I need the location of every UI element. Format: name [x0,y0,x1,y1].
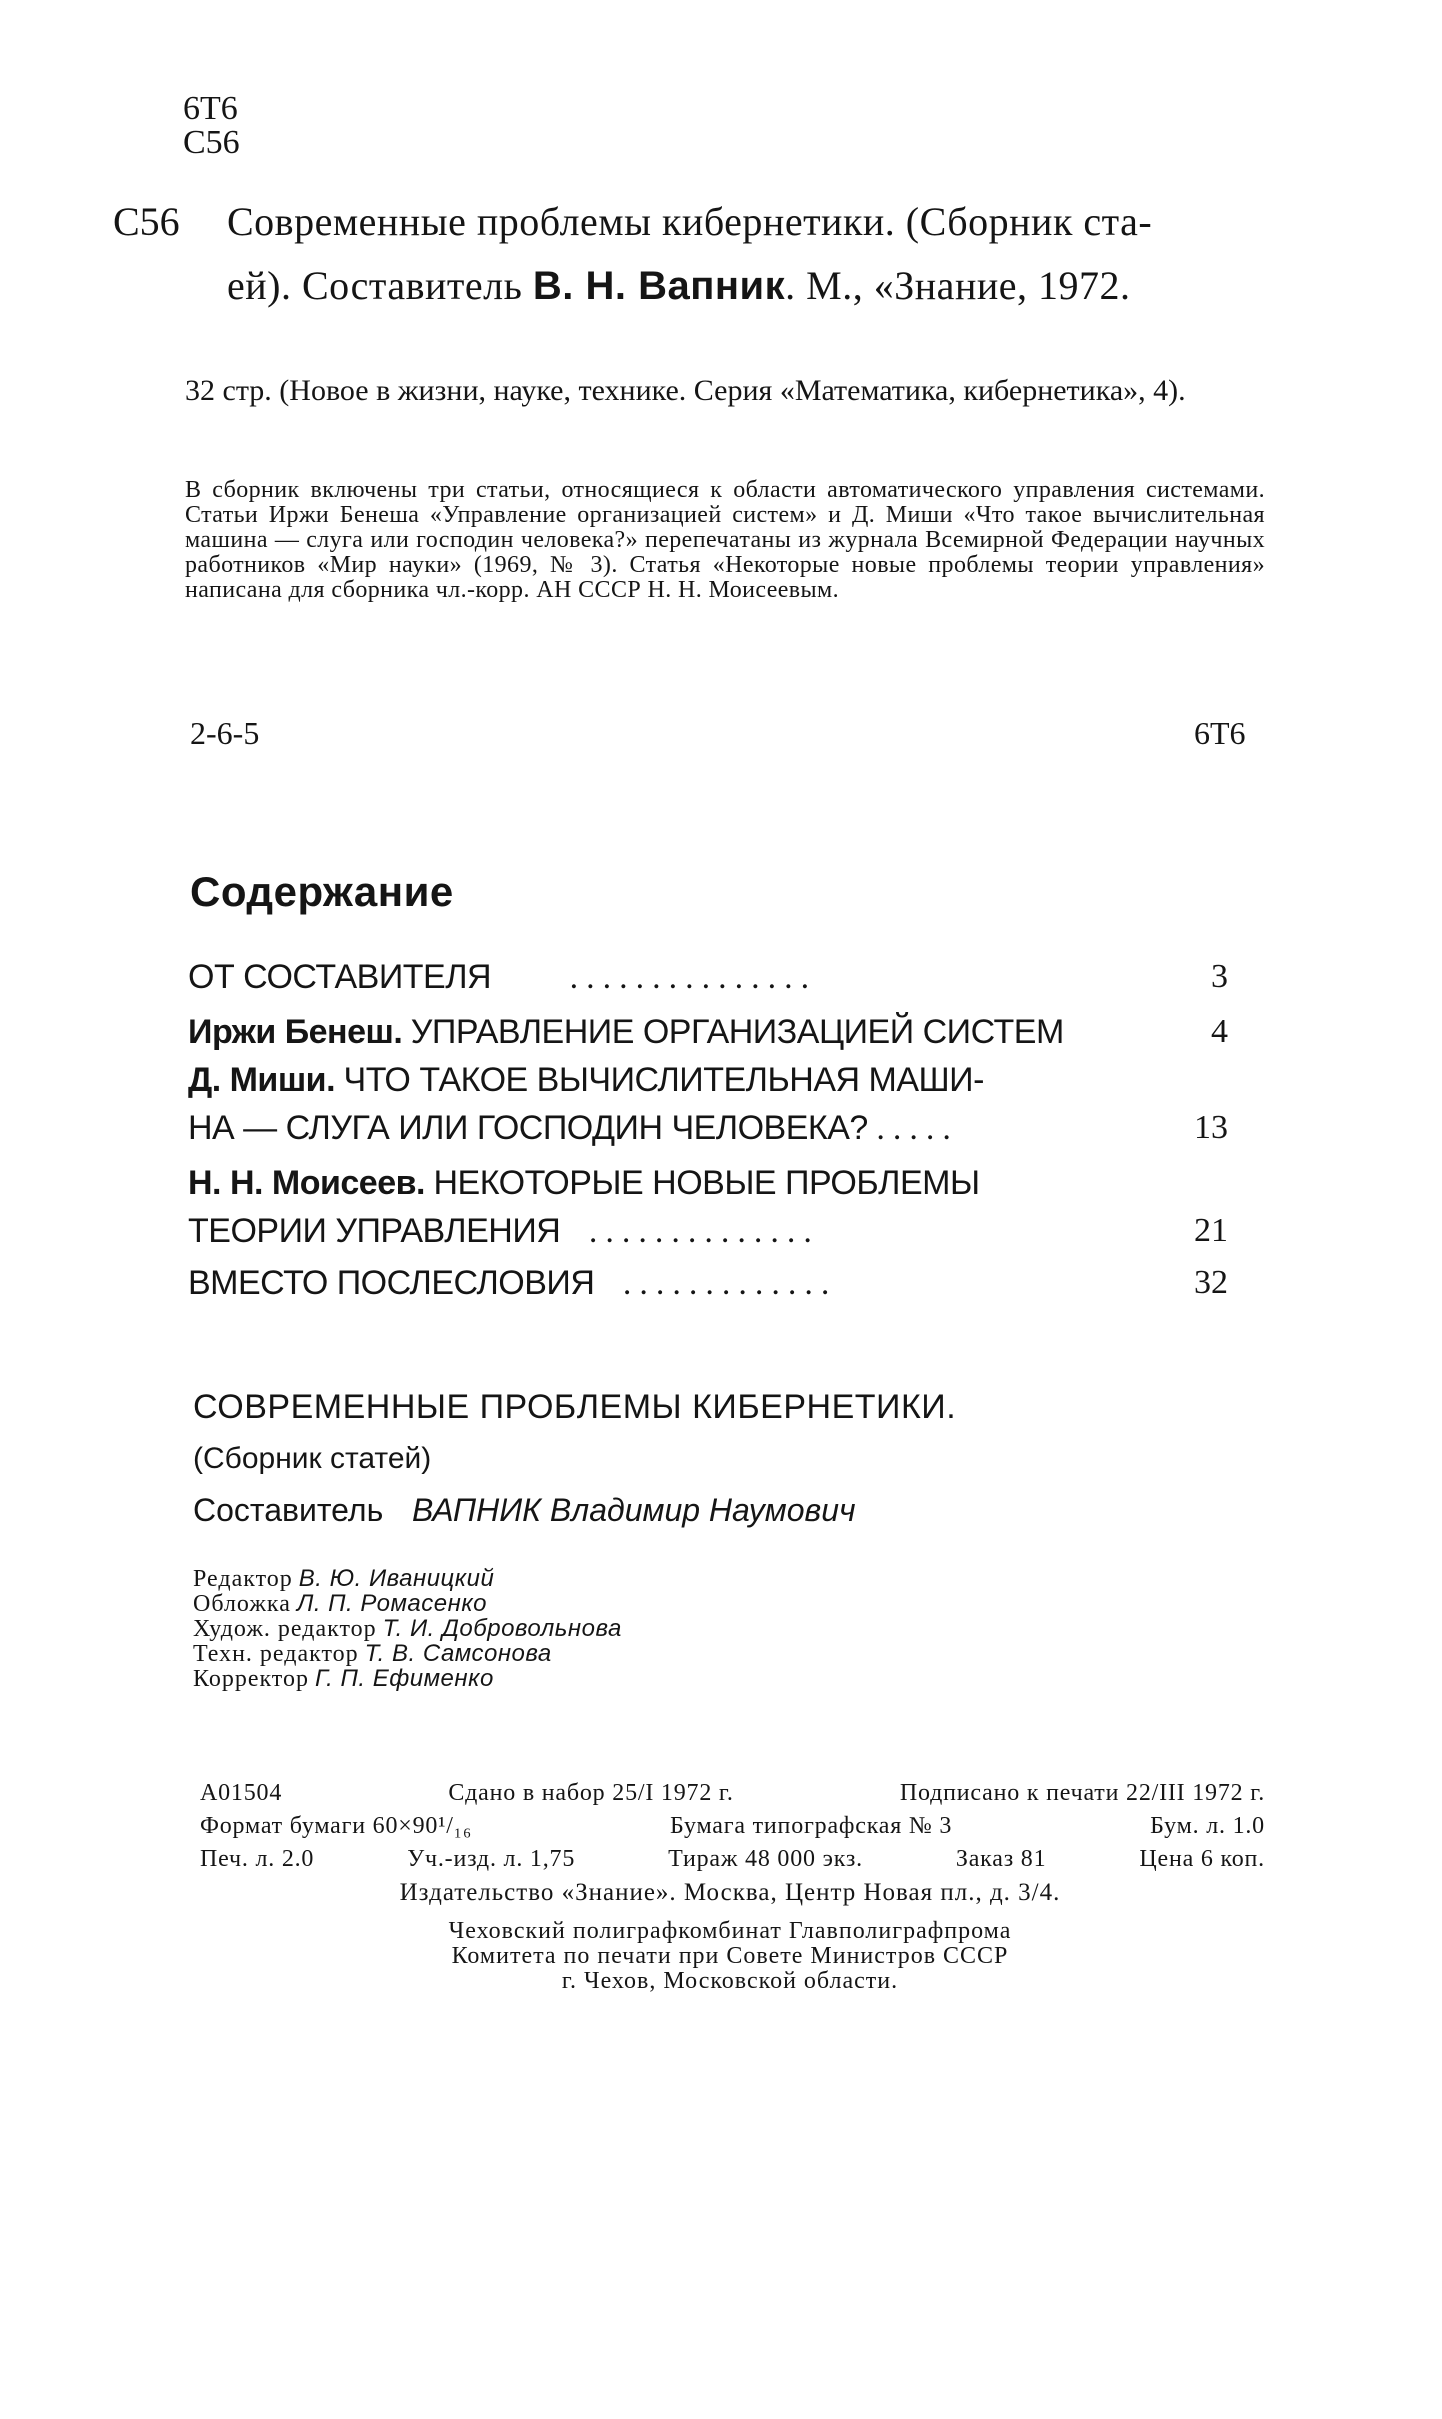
imprint-field: А01504 [200,1780,283,1806]
annotation-paragraph: В сборник включены три статьи, относящиеся к области автоматического управления системами. Статьи Иржи Бенеша «Управление организацией систем» и Д. Миши «Что такое вычислительная машина — слуга или господин человека?» перепечатаны из журнала Всемирной Федерации научных работников «Мир науки» (1969, № 3). Статья «Некоторые новые проблемы теории управления» написана для сборника чл.-корр. АН СССР Н. Н. Моисеевым. [185,477,1265,603]
toc-entry-page: 21 [1194,1212,1228,1249]
bibliography-compiler: В. Н. Вапник [532,264,786,308]
toc-entry [188,1259,1228,1308]
imprint-field: Формат бумаги 60×90¹/₁₆ [200,1813,473,1839]
printer-line: Комитета по печати при Совете Министров СССР [451,1943,1009,1969]
staff-name: Т. В. Самсонова [364,1640,552,1667]
toc-entry-title: ЧТО ТАКОЕ ВЫЧИСЛИТЕЛЬНАЯ МАШИ- [343,1061,984,1099]
staff-credit [193,1566,494,1592]
classification-line-2: С56 [183,124,240,161]
bibliography-line2-prefix: ей). Составитель [227,263,533,308]
printer-line: Чеховский полиграфкомбинат Главполиграфпрома [448,1918,1012,1944]
staff-name: Л. П. Ромасенко [296,1590,487,1617]
toc-entry-leader: .............. [588,1213,820,1250]
catalog-code-right: 6Т6 [1194,715,1246,751]
staff-credit [193,1616,622,1642]
imprint-field: Сдано в набор 25/I 1972 г. [448,1780,734,1806]
bibliography-line2-suffix: . М., «Знание, 1972. [785,263,1131,308]
printer-line: г. Чехов, Московской области. [561,1968,899,1994]
imprint-line [200,1811,1265,1841]
imprint-line [200,1844,1265,1874]
toc-entry-page: 4 [1211,1013,1228,1050]
toc-entry-continuation [188,1104,1228,1153]
toc-entry-continuation [188,1207,1228,1256]
imprint-field: Заказ 81 [955,1846,1047,1872]
colophon-compiler-label: Составитель [193,1492,384,1528]
toc-entry-title-continued: ТЕОРИИ УПРАВЛЕНИЯ [188,1212,561,1250]
toc-entry-title: ОТ СОСТАВИТЕЛЯ [188,958,492,996]
colophon-title: СОВРЕМЕННЫЕ ПРОБЛЕМЫ КИБЕРНЕТИКИ. [193,1388,957,1426]
toc-entry-title: ВМЕСТО ПОСЛЕСЛОВИЯ [188,1264,595,1302]
staff-role: Обложка [193,1591,291,1617]
staff-name: Т. И. Добровольнова [382,1615,622,1642]
imprint-line [200,1778,1265,1808]
staff-role: Редактор [193,1566,293,1592]
imprint-field: Тираж 48 000 экз. [668,1846,863,1872]
toc-entry-author: Н. Н. Моисеев. [188,1164,425,1202]
toc-entry [188,1008,1228,1057]
toc-entry-title-continued: НА — СЛУГА ИЛИ ГОСПОДИН ЧЕЛОВЕКА? [188,1109,868,1147]
toc-entry-leader: ............. [622,1265,838,1302]
bibliography-title-line-2 [227,262,1131,309]
imprint-field: Цена 6 коп. [1139,1846,1265,1872]
staff-role: Техн. редактор [193,1641,359,1667]
colophon-compiler-name: ВАПНИК Владимир Наумович [412,1492,856,1528]
toc-entry-author: Д. Миши. [188,1061,336,1099]
classification-line-1: 6Т6 [183,90,238,127]
staff-credit [193,1591,487,1617]
staff-name: Г. П. Ефименко [314,1665,494,1692]
imprint-field: Бумага типографская № 3 [669,1813,953,1839]
toc-entry-leader: ..... [876,1110,959,1147]
toc-entry-page: 13 [1194,1109,1228,1146]
toc-entry-author: Иржи Бенеш. [188,1013,403,1051]
toc-entry [188,1159,1228,1208]
toc-entry-title: УПРАВЛЕНИЕ ОРГАНИЗАЦИЕЙ СИСТЕМ [410,1013,1064,1051]
imprint-field: Бум. л. 1.0 [1150,1813,1265,1839]
publisher-line: Издательство «Знание». Москва, Центр Новая пл., д. 3/4. [399,1879,1061,1906]
pages-note: 32 стр. (Новое в жизни, науке, технике. Серия «Математика, кибернетика», 4). [185,374,1186,407]
toc-entry-page: 32 [1194,1264,1228,1301]
toc-entry-title: НЕКОТОРЫЕ НОВЫЕ ПРОБЛЕМЫ [433,1164,980,1202]
staff-credit [193,1641,552,1667]
colophon-subtitle: (Сборник статей) [193,1442,432,1475]
staff-name: В. Ю. Иваницкий [298,1565,495,1592]
imprint-field: Подписано к печати 22/III 1972 г. [899,1780,1265,1806]
imprint-field: Печ. л. 2.0 [200,1846,315,1872]
toc-entry [188,1056,1228,1105]
toc-heading: Содержание [190,868,454,915]
imprint-field: Уч.-изд. л. 1,75 [407,1846,576,1872]
toc-entry-leader: ............... [569,959,818,996]
bibliography-index: С56 [113,199,180,244]
staff-credit [193,1666,494,1692]
bibliography-title-line-1: Современные проблемы кибернетики. (Сборник ста- [227,199,1153,244]
classification-code [183,92,240,160]
toc-entry-page: 3 [1211,958,1228,995]
staff-role: Корректор [193,1666,309,1692]
catalog-code-left: 2-6-5 [190,715,260,751]
toc-entry [188,953,1228,1002]
staff-role: Худож. редактор [193,1616,377,1642]
